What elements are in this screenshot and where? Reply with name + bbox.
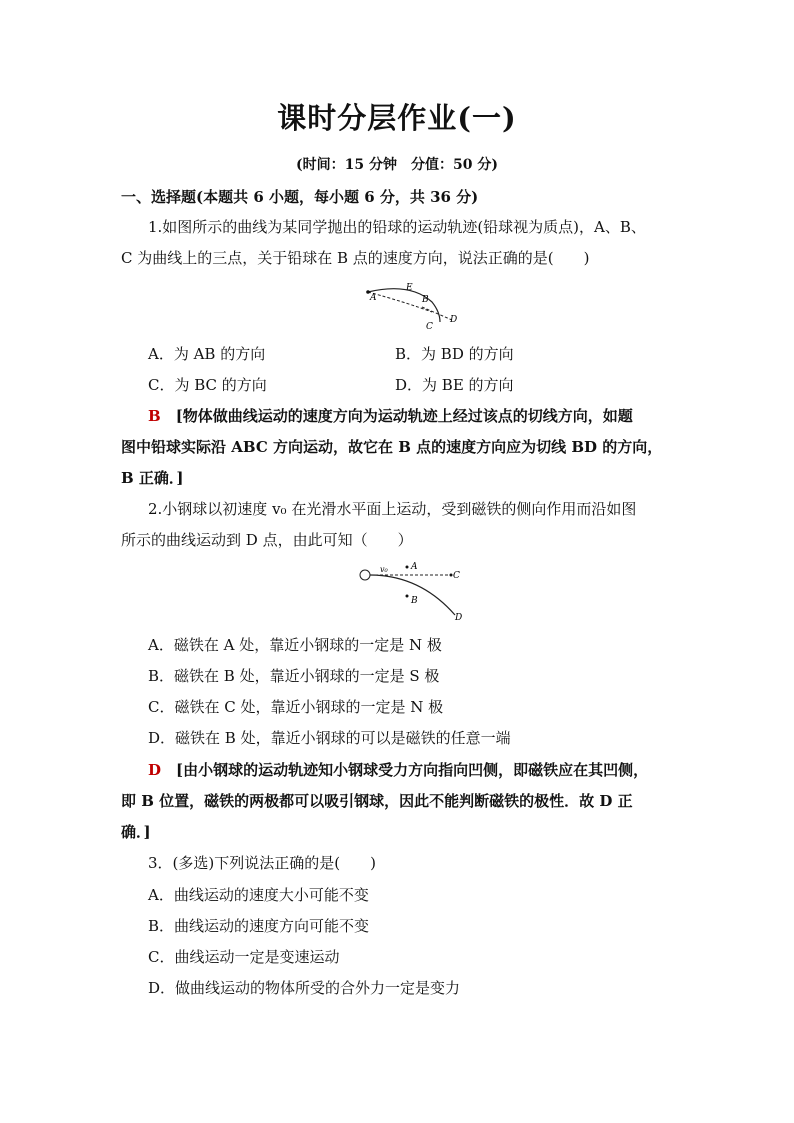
page-title: 课时分层作业(一): [277, 101, 517, 135]
time-score-info: (时间：15 分钟 分值：50 分): [296, 157, 498, 173]
q2-stem-line2: 所示的曲线运动到 D 点，由此可知（ ）: [121, 531, 413, 549]
q3-option-b: B．曲线运动的速度方向可能不变: [148, 917, 370, 935]
fig1-label-b: B: [422, 295, 429, 305]
q1-trajectory-figure: [360, 282, 470, 332]
q2-explanation-line2: 即 B 位置，磁铁的两极都可以吸引钢球，因此不能判断磁铁的极性．故 D 正: [121, 792, 633, 810]
q2-answer: D: [148, 761, 162, 779]
q2-option-b: B．磁铁在 B 处，靠近小钢球的一定是 S 极: [148, 667, 440, 685]
q1-explanation-line1: [148, 406, 633, 426]
fig1-label-a: A: [370, 293, 377, 303]
q2-explanation-line1: [148, 760, 648, 780]
fig2-label-d: D: [455, 613, 463, 622]
q2-explanation-line3: 确．]: [121, 823, 151, 841]
q3-option-d: D．做曲线运动的物体所受的合外力一定是变力: [148, 979, 461, 997]
q1-option-b: B．为 BD 的方向: [395, 345, 514, 363]
q1-option-a: A．为 AB 的方向: [148, 345, 266, 363]
q2-trajectory-figure: [355, 560, 470, 622]
q1-option-c: C．为 BC 的方向: [148, 376, 267, 394]
q2-stem-line1: 2.小钢球以初速度 v₀ 在光滑水平面上运动，受到磁铁的侧向作用而沿如图: [148, 500, 637, 518]
q1-option-d: D．为 BE 的方向: [395, 376, 514, 394]
q1-stem-line2: C 为曲线上的三点，关于铅球在 B 点的速度方向，说法正确的是( ): [121, 249, 590, 267]
q1-stem-line1: 1.如图所示的曲线为某同学抛出的铅球的运动轨迹(铅球视为质点)，A、B、: [148, 218, 646, 236]
section-heading: 一、选择题(本题共 6 小题，每小题 6 分，共 36 分): [121, 188, 479, 206]
fig2-label-b: B: [411, 596, 418, 606]
q3-option-a: A．曲线运动的速度大小可能不变: [148, 886, 369, 904]
fig1-label-d: D: [450, 315, 458, 325]
q1-explanation-line2: 图中铅球实际沿 ABC 方向运动，故它在 B 点的速度方向应为切线 BD 的方向，: [121, 438, 663, 456]
fig2-label-v0: v₀: [380, 565, 388, 574]
q1-explanation-line3: B 正确．]: [121, 469, 184, 487]
q1-exp-text1: [物体做曲线运动的速度方向为运动轨迹上经过该点的切线方向，如题: [175, 407, 633, 425]
fig1-label-c: C: [426, 322, 433, 332]
q2-option-a: A．磁铁在 A 处，靠近小钢球的一定是 N 极: [148, 636, 442, 654]
q3-option-c: C．曲线运动一定是变速运动: [148, 948, 340, 966]
q2-exp-text1: [由小钢球的运动轨迹知小钢球受力方向指向凹侧，即磁铁应在其凹侧，: [176, 761, 649, 779]
fig1-label-e: E: [406, 283, 413, 293]
q2-option-d: D．磁铁在 B 处，靠近小钢球的可以是磁铁的任意一端: [148, 729, 511, 747]
fig2-label-a: A: [411, 562, 418, 572]
q2-option-c: C．磁铁在 C 处，靠近小钢球的一定是 N 极: [148, 698, 444, 716]
fig2-label-c: C: [453, 571, 460, 581]
q3-stem: 3．(多选)下列说法正确的是( ): [148, 854, 376, 872]
q1-answer: B: [148, 407, 161, 425]
